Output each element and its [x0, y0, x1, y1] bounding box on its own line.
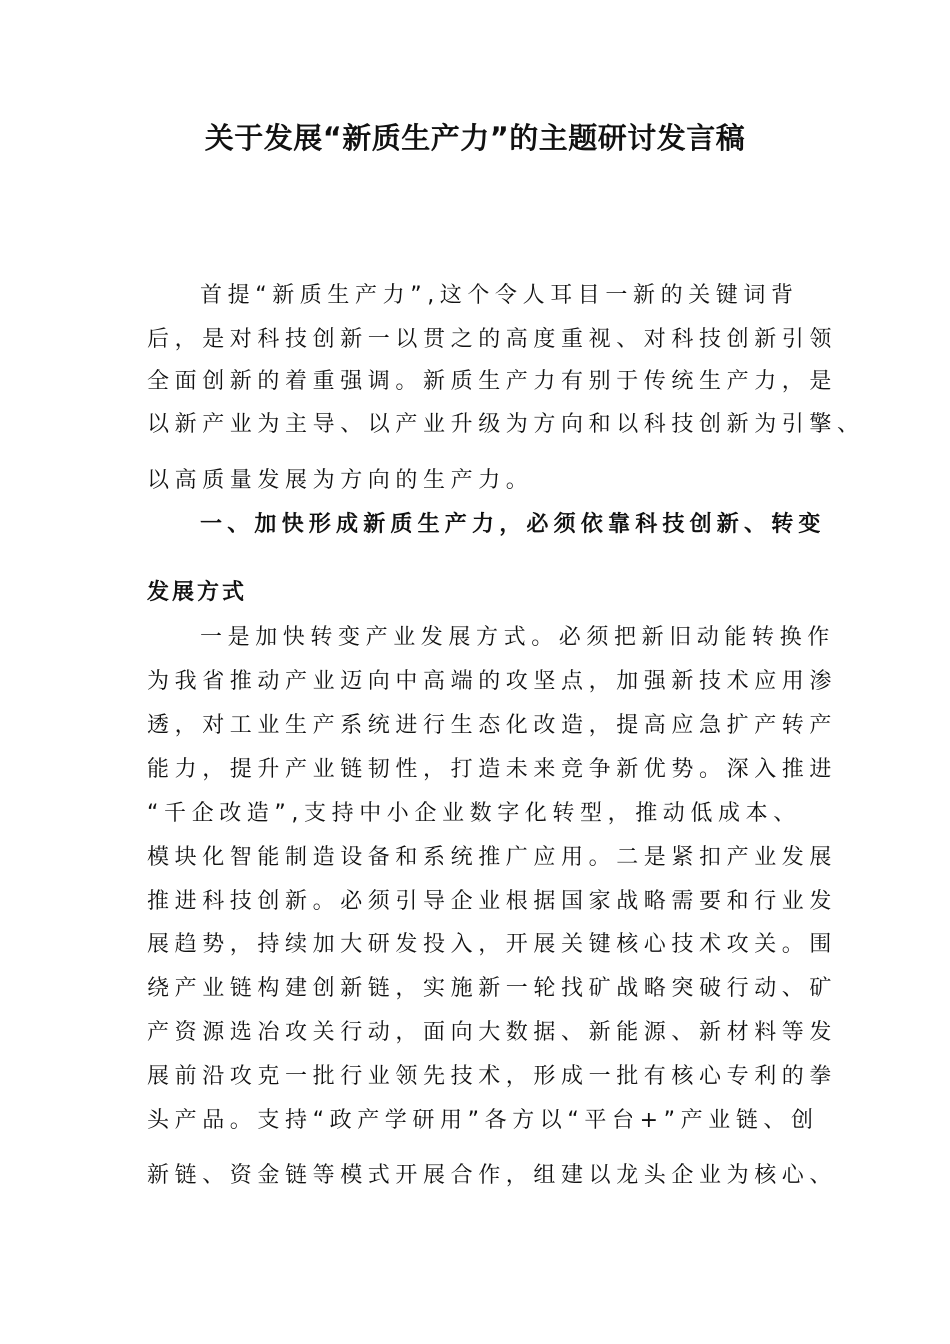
section-1-body-line-1: 一是加快转变产业发展方式。必须把新旧动能转换作: [200, 625, 835, 650]
section-1-body-line-5: “千企改造”,支持中小企业数字化转型，推动低成本、: [147, 801, 801, 826]
intro-line-4: 以新产业为主导、以产业升级为方向和以科技创新为引擎、: [147, 412, 865, 437]
section-1-body-line-7: 推进科技创新。必须引导企业根据国家战略需要和行业发: [147, 889, 838, 914]
section-1-body-line-3: 透，对工业生产系统进行生态化改造，提高应急扩产转产: [147, 713, 838, 738]
section-1-body-line-2: 为我省推动产业迈向中高端的攻坚点，加强新技术应用渗: [147, 669, 838, 694]
section-1-body-line-12: 头产品。支持“政产学研用”各方以“平台+”产业链、创: [147, 1108, 819, 1133]
section-1-body-line-6: 模块化智能制造设备和系统推广应用。二是紧扣产业发展: [147, 845, 838, 870]
intro-line-3: 全面创新的着重强调。新质生产力有别于传统生产力，是: [147, 369, 838, 394]
intro-line-2: 后，是对科技创新一以贯之的高度重视、对科技创新引领: [147, 327, 838, 352]
section-1-body-line-13: 新链、资金链等模式开展合作，组建以龙头企业为核心、: [147, 1163, 838, 1188]
section-1-body-line-8: 展趋势，持续加大研发投入，开展关键核心技术攻关。围: [147, 932, 838, 957]
section-1-heading-line-1: 一、加快形成新质生产力，必须依靠科技创新、转变: [200, 512, 826, 537]
section-1-heading-line-2: 发展方式: [147, 580, 248, 605]
intro-line-1: 首提“新质生产力”,这个令人耳目一新的关键词背: [200, 283, 799, 308]
intro-line-5: 以高质量发展为方向的生产力。: [147, 468, 534, 493]
section-1-body-line-11: 展前沿攻克一批行业领先技术，形成一批有核心专利的拳: [147, 1064, 838, 1089]
section-1-body-line-9: 绕产业链构建创新链，实施新一轮找矿战略突破行动、矿: [147, 976, 838, 1001]
section-1-body-line-10: 产资源选冶攻关行动，面向大数据、新能源、新材料等发: [147, 1020, 838, 1045]
section-1-body-line-4: 能力，提升产业链韧性，打造未来竞争新优势。深入推进: [147, 757, 838, 782]
document-title: 关于发展“新质生产力”的主题研讨发言稿: [204, 121, 746, 155]
